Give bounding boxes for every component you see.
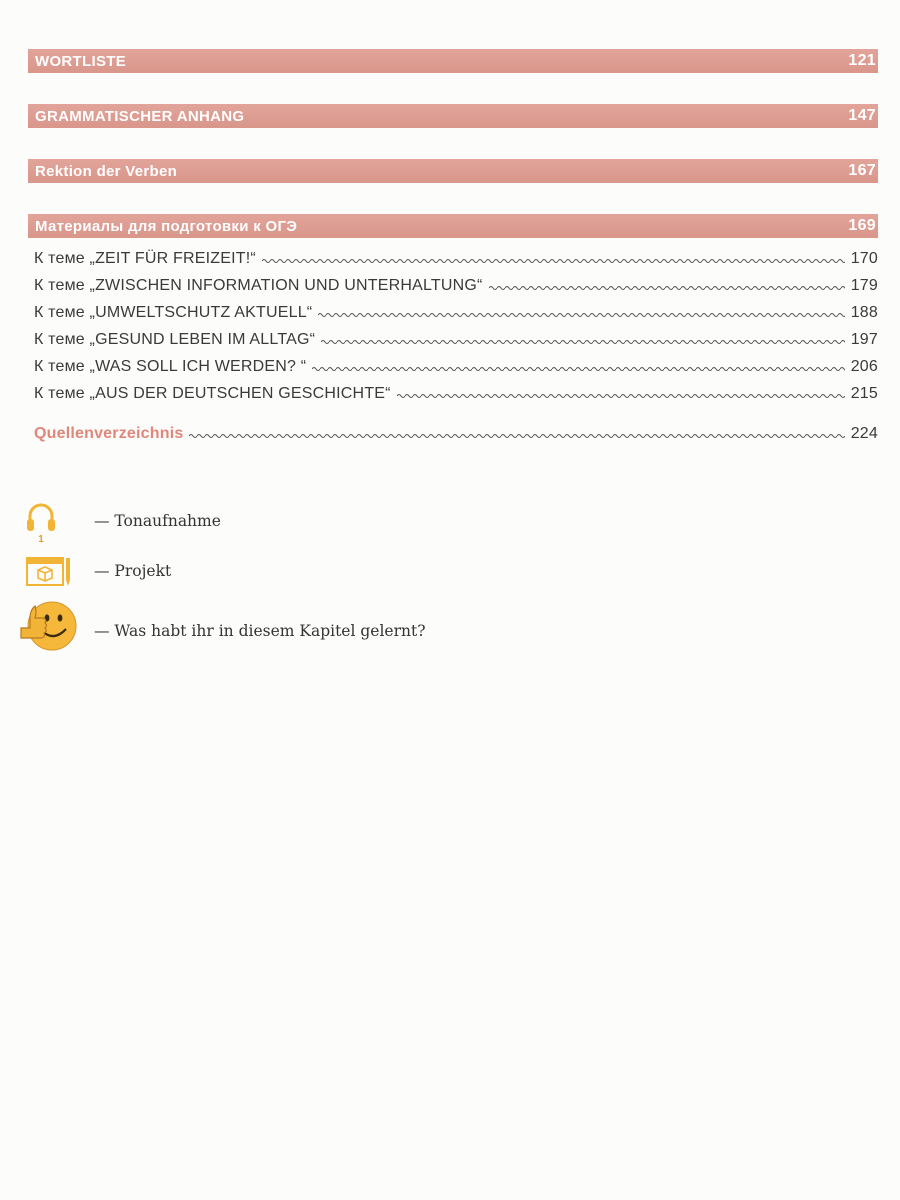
entry-label: К теме „ZWISCHEN INFORMATION UND UNTERHALTUNG“	[34, 277, 483, 294]
section-title: WORTLISTE	[35, 52, 127, 70]
dot-leader	[312, 365, 844, 373]
legend-audio-text: — Tonaufnahme	[94, 512, 221, 530]
entry-label: К теме „GESUND LEBEN IM ALLTAG“	[34, 331, 316, 348]
toc-section-wortliste[interactable]	[28, 49, 878, 73]
entry-label: Quellenverzeichnis	[34, 425, 184, 442]
section-page: 121	[848, 52, 876, 69]
dot-leader	[189, 432, 844, 440]
headphones-icon	[24, 498, 58, 544]
entry-label: К теме „AUS DER DEUTSCHEN GESCHICHTE“	[34, 385, 391, 402]
project-icon	[26, 556, 72, 588]
toc-entry[interactable]	[34, 271, 878, 295]
svg-text:1: 1	[38, 534, 44, 544]
entry-page: 170	[850, 250, 878, 267]
section-page: 167	[848, 162, 876, 179]
dot-leader	[318, 311, 844, 319]
entry-page: 206	[850, 358, 878, 375]
toc-entry[interactable]	[34, 325, 878, 349]
dot-leader	[262, 257, 845, 265]
section-page: 169	[848, 217, 876, 234]
entry-page: 188	[850, 304, 878, 321]
legend-review-text: — Was habt ihr in diesem Kapitel gelernt?	[94, 622, 426, 640]
entry-label: К теме „ZEIT FÜR FREIZEIT!“	[34, 250, 256, 267]
section-title: GRAMMATISCHER ANHANG	[35, 107, 245, 125]
toc-entry[interactable]	[34, 379, 878, 403]
toc-entry[interactable]	[34, 352, 878, 376]
legend-audio	[24, 498, 58, 544]
toc-entry-sources[interactable]	[34, 419, 878, 443]
dot-leader	[489, 284, 845, 292]
toc-entry[interactable]	[34, 298, 878, 322]
legend-project-text: — Projekt	[94, 562, 172, 580]
entry-page: 197	[850, 331, 878, 348]
thumbs-up-smiley-icon	[18, 598, 80, 654]
toc-section-rektion[interactable]	[28, 159, 878, 183]
section-title: Материалы для подготовки к ОГЭ	[35, 217, 298, 235]
toc-section-grammatischer-anhang[interactable]	[28, 104, 878, 128]
entry-page: 224	[850, 425, 878, 442]
legend-project	[26, 556, 72, 588]
entry-label: К теме „WAS SOLL ICH WERDEN? “	[34, 358, 307, 375]
entry-page: 215	[850, 385, 878, 402]
legend-review	[18, 598, 80, 654]
toc-section-oge[interactable]	[28, 214, 878, 238]
entry-label: К теме „UMWELTSCHUTZ AKTUELL“	[34, 304, 313, 321]
toc-entry[interactable]	[34, 244, 878, 268]
section-page: 147	[848, 107, 876, 124]
entry-page: 179	[850, 277, 878, 294]
dot-leader	[321, 338, 845, 346]
dot-leader	[397, 392, 845, 400]
section-title: Rektion der Verben	[35, 162, 178, 180]
